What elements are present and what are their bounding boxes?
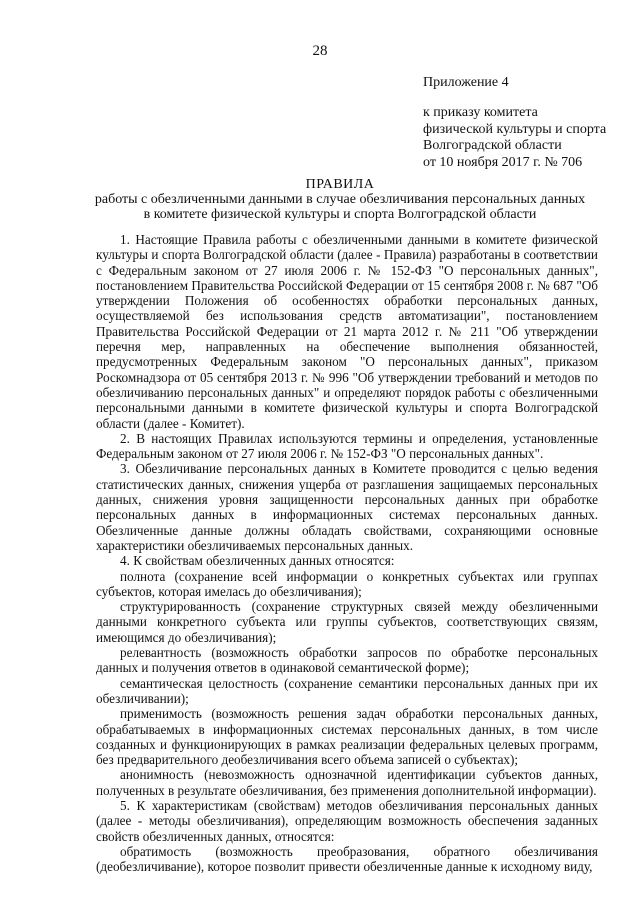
paragraph: обратимость (возможность преобразования, обратного обезличивания (деобезличивание), которое позволит привести обезличенные данные к исходному виду,: [96, 843, 598, 875]
document-subtitle: работы с обезличенными данными в случае обезличивания персональных данных: [94, 192, 586, 207]
document-subtitle: в комитете физической культуры и спорта Волгоградской области: [143, 207, 537, 222]
paragraph: полнота (сохранение всей информации о конкретных субъектах или группах субъектов, которая имелась до обезличивания);: [96, 568, 598, 599]
order-ref-date-line: от 10 ноября 2017 г. № 706: [423, 154, 583, 170]
order-ref-line: Волгоградской области: [423, 138, 562, 153]
paragraph: 5. К характеристикам (свойствам) методов обезличивания персональных данных (далее - методы обезличивания), определяющим возможность обеспечения заданных свойств обезличенных данных, относятся:: [96, 797, 598, 844]
paragraph: анонимность (невозможность однозначной идентификации субъектов данных, полученных в результате обезличивания, без применения дополнительной информации).: [96, 767, 598, 798]
appendix-label: Приложение 4: [423, 75, 509, 90]
paragraph: семантическая целостность (сохранение семантики персональных данных при их обезличивании);: [96, 675, 598, 706]
paragraph: релевантность (возможность обработки запросов по обработке персональных данных и получения ответов в одинаковой семантической форме);: [96, 645, 598, 676]
paragraph: применимость (возможность решения задач обработки персональных данных, обрабатываемых в информационных системах персональных данных, в том числе созданных и функционирующих в рамках реализации федеральных целевых программ, без предварительного деобезличивания всего объема записей о субъектах);: [96, 706, 598, 768]
document-title: ПРАВИЛА: [305, 177, 375, 192]
document-body: [96, 232, 598, 874]
paragraph: 4. К свойствам обезличенных данных относятся:: [120, 553, 395, 569]
paragraph: 3. Обезличивание персональных данных в Комитете проводится с целью ведения статистических данных, снижения ущерба от разглашения защищаемых персональных данных, снижения уровня защищенности персональных данных при обработке персональных данных в информационных системах персональных данных. Обезличенные данные должны обладать свойствами, сохраняющими основные характеристики обезличиваемых персональных данных.: [96, 461, 598, 553]
paragraph: 1. Настоящие Правила работы с обезличенными данными в комитете физической культуры и спорта Волгоградской области (далее - Правила) разработаны в соответствии с Федеральным законом от 27 июля 2006 г. № 152-ФЗ "О персональных данных", постановлением Правительства Российской Федерации от 15 сентября 2008 г. № 687 "Об утверждении Положения об особенностях обработки персональных данных, осуществляемой без использования средств автоматизации", постановлением Правительства Российской Федерации от 21 марта 2012 г. № 211 "Об утверждении перечня мер, направленных на обеспечение выполнения обязанностей, предусмотренных Федеральным законом "О персональных данных", приказом Роскомнадзора от 05 сентября 2013 г. № 996 "Об утверждении требований и методов по обезличиванию персональных данных" и определяют порядок работы с обезличенными персональными данными в комитете физической культуры и спорта Волгоградской области (далее - Комитет).: [96, 232, 598, 431]
order-ref-line: физической культуры и спорта: [423, 121, 607, 137]
order-reference: [423, 105, 606, 171]
paragraph: структурированность (сохранение структурных связей между обезличенными данными конкретного субъекта или группы субъектов, соответствующих связям, имеющимся до обезличивания);: [96, 599, 598, 645]
paragraph: 2. В настоящих Правилах используются термины и определения, установленные Федеральным законом от 27 июля 2006 г. № 152-ФЗ "О персональных данных".: [96, 430, 598, 462]
document-title-block: [90, 177, 590, 222]
order-ref-line: к приказу комитета: [423, 105, 538, 120]
page-number: 28: [312, 43, 328, 59]
